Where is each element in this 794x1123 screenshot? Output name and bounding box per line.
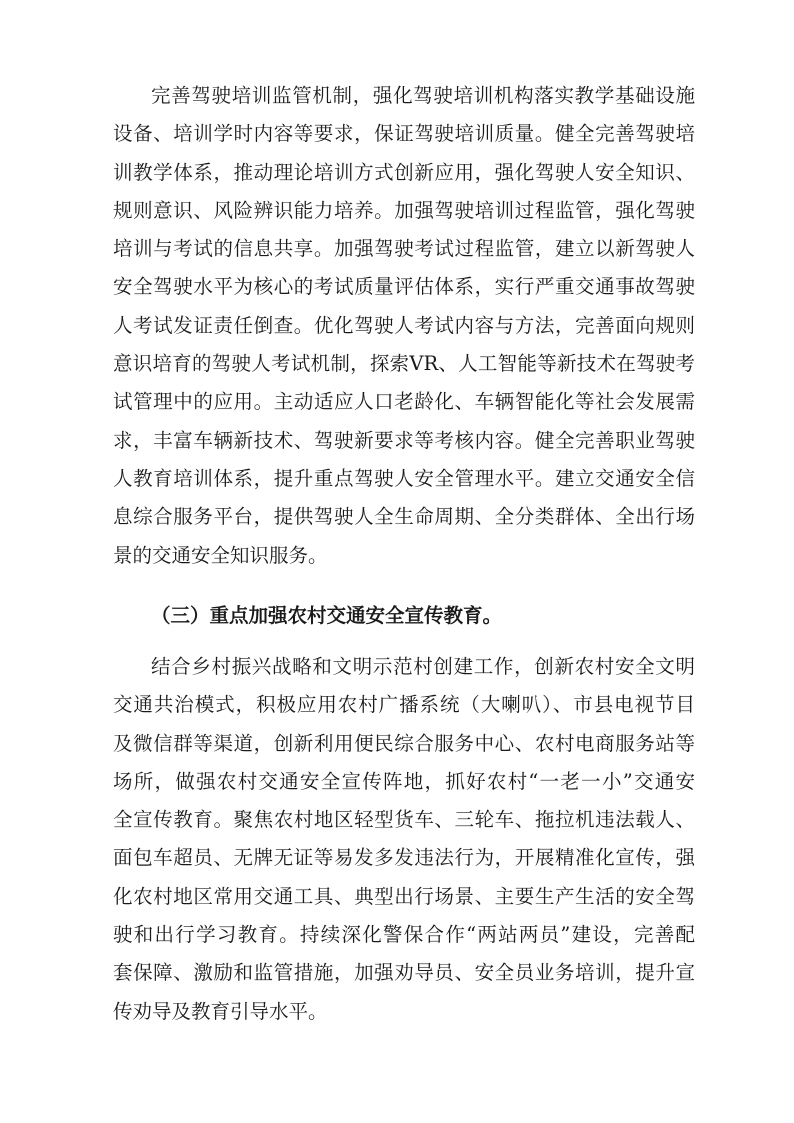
paragraph-line: 完善驾驶培训监管机制，强化驾驶培训机构落实教学基础设施 [151,84,695,107]
paragraph-line: 安全驾驶水平为核心的考试质量评估体系，实行严重交通事故驾驶 [113,275,695,299]
paragraph-line: 息综合服务平台，提供驾驶人全生命周期、全分类群体、全出行场 [113,505,695,529]
paragraph-line: 训教学体系，推动理论培训方式创新应用，强化驾驶人安全知识、 [113,160,695,184]
paragraph-line: 及微信群等渠道，创新利用便民综合服务中心、农村电商服务站等 [113,731,695,755]
paragraph-line: 规则意识、风险辨识能力培养。加强驾驶培训过程监管，强化驾驶 [113,198,695,222]
paragraph-line: 人教育培训体系，提升重点驾驶人安全管理水平。建立交通安全信 [113,466,695,490]
paragraph-line: 人考试发证责任倒查。优化驾驶人考试内容与方法，完善面向规则 [113,313,695,337]
paragraph-line: 培训与考试的信息共享。加强驾驶考试过程监管，建立以新驾驶人 [113,237,695,261]
paragraph-line: 套保障、激励和监管措施，加强劝导员、安全员业务培训，提升宣 [113,961,695,985]
paragraph-line: 交通共治模式，积极应用农村广播系统（大喇叭）、市县电视节目 [113,693,695,717]
paragraph-line: 景的交通安全知识服务。 [113,543,328,567]
paragraph-line: 设备、培训学时内容等要求，保证驾驶培训质量。健全完善驾驶培 [113,122,695,146]
section-heading: （三）重点加强农村交通安全宣传教育。 [151,604,503,627]
paragraph-line: 传劝导及教育引导水平。 [113,999,328,1023]
paragraph-line: 驶和出行学习教育。持续深化警保合作“两站两员”建设，完善配 [113,923,695,947]
paragraph-line: 场所，做强农村交通安全宣传阵地，抓好农村“一老一小”交通安 [113,769,695,793]
paragraph-line: 意识培育的驾驶人考试机制，探索VR、人工智能等新技术在驾驶考 [113,352,695,376]
paragraph-line: 面包车超员、无牌无证等易发多发违法行为，开展精准化宣传，强 [113,846,695,870]
paragraph-line: 试管理中的应用。主动适应人口老龄化、车辆智能化等社会发展需 [113,390,695,414]
paragraph-line: 全宣传教育。聚焦农村地区轻型货车、三轮车、拖拉机违法载人、 [113,808,695,832]
paragraph-line: 结合乡村振兴战略和文明示范村创建工作，创新农村安全文明 [151,655,695,678]
paragraph-rural-safety [113,648,695,1031]
paragraph-line: 求，丰富车辆新技术、驾驶新要求等考核内容。健全完善职业驾驶 [113,428,695,452]
paragraph-driver-training [113,77,695,575]
paragraph-line: 化农村地区常用交通工具、典型出行场景、主要生产生活的安全驾 [113,884,695,908]
